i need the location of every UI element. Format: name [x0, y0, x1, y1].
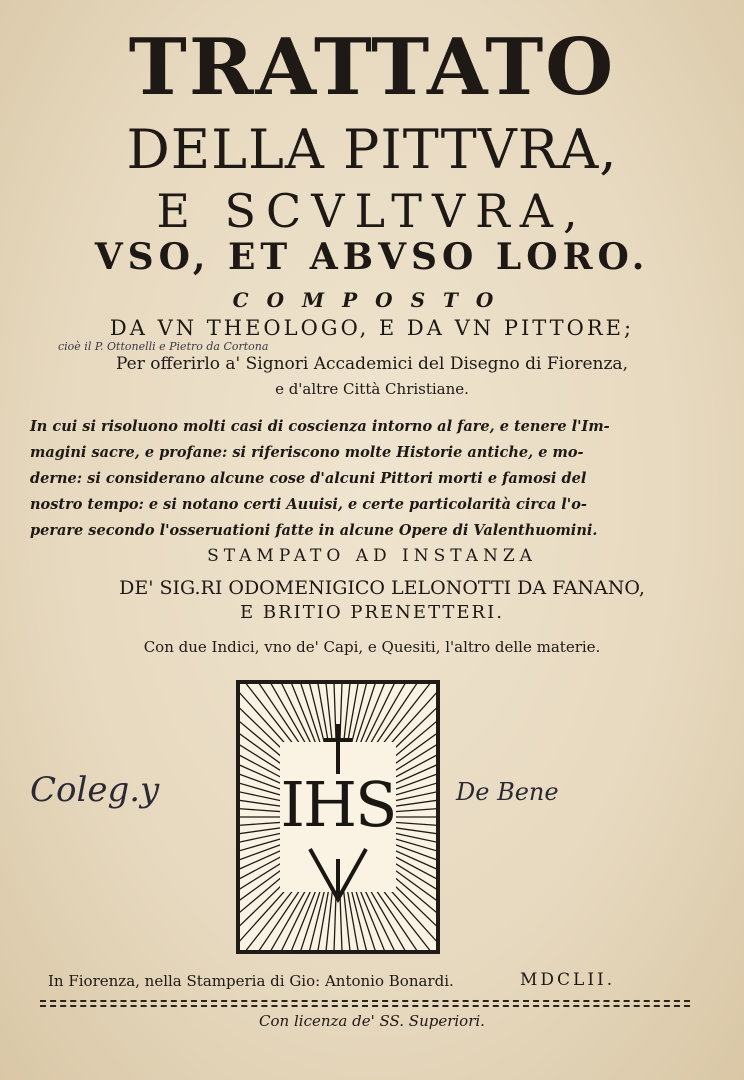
description-line: In cui si risoluono molti casi di coscienza intorno al fare, e tenere l'Im- — [30, 418, 610, 435]
title-line-3: E SCVLTVRA, — [156, 184, 588, 238]
title-line-2: DELLA PITTVRA, — [126, 118, 618, 181]
publication-year: MDCLII. — [520, 970, 616, 990]
divider-rule — [40, 1000, 690, 1002]
description-line: perare secondo l'osseruationi fatte in alcune Opere di Valenthuomini. — [30, 522, 598, 539]
stampato-heading: STAMPATO AD INSTANZA — [207, 546, 537, 566]
handwritten-annotation-top: cioè il P. Ottonelli e Pietro da Cortona — [58, 340, 269, 353]
ihs-woodcut-emblem — [236, 680, 440, 954]
handwritten-annotation-left: Coleg.y — [30, 770, 160, 810]
divider-rule — [40, 1005, 690, 1007]
sponsors-line-2: E BRITIO PRENETTERI. — [240, 602, 504, 623]
sponsors-line-1: DE' SIG.RI ODOMENIGICO LELONOTTI DA FANANO, — [119, 577, 645, 599]
dedication-line-2: e d'altre Città Christiane. — [275, 380, 469, 398]
description-block — [30, 414, 662, 544]
description-line: derne: si considerano alcune cose d'alcuni Pittori morti e famosi del — [30, 470, 587, 487]
woodcut-monogram: IHS — [280, 768, 396, 841]
dedication-line-1: Per offerirlo a' Signori Accademici del Disegno di Fiorenza, — [116, 354, 628, 374]
imprint-line: In Fiorenza, nella Stamperia di Gio: Antonio Bonardi. — [48, 972, 454, 990]
handwritten-annotation-right: De Bene — [456, 778, 559, 806]
licenza-line: Con licenza de' SS. Superiori. — [259, 1012, 485, 1030]
title-line-1: TRATTATO — [128, 22, 616, 113]
authors-line: DA VN THEOLOGO, E DA VN PITTORE; — [109, 316, 635, 340]
description-line: nostro tempo: e si notano certi Auuisi, e certe particolarità circa l'o- — [30, 496, 587, 513]
composto-heading: COMPOSTO — [232, 288, 512, 312]
title-line-4: VSO, ET ABVSO LORO. — [94, 236, 650, 278]
description-line: magini sacre, e profane: si riferiscono molte Historie antiche, e mo- — [30, 444, 584, 461]
indici-line: Con due Indici, vno de' Capi, e Quesiti, l'altro delle materie. — [143, 638, 601, 656]
